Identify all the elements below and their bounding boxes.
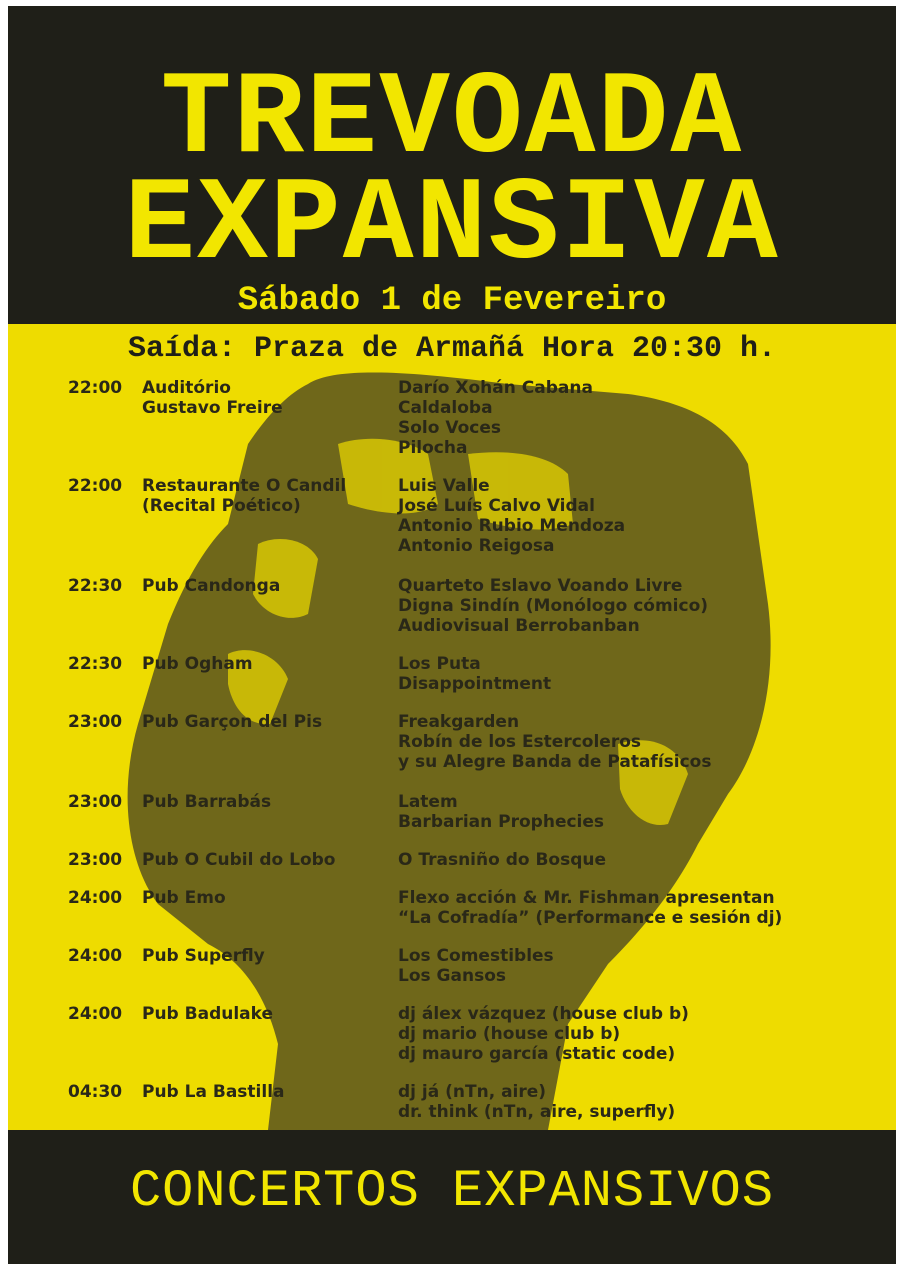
entry-acts xyxy=(398,576,878,636)
act-line: Solo Voces xyxy=(398,418,501,438)
entry-venue xyxy=(142,712,392,732)
entry-acts xyxy=(398,1082,878,1122)
act-line: Antonio Reigosa xyxy=(398,536,555,556)
venue-line: Pub La Bastilla xyxy=(142,1082,285,1102)
entry-venue xyxy=(142,1004,392,1024)
entry-acts xyxy=(398,378,878,458)
act-line: “La Cofradía” (Performance e sesión dj) xyxy=(398,908,783,928)
poster-title-line-2: EXPANSIVA xyxy=(124,160,780,293)
venue-line: Restaurante O Candil xyxy=(142,476,347,496)
schedule-panel xyxy=(8,324,896,1130)
act-line: dr. think (nTn, aire, superfly) xyxy=(398,1102,676,1122)
entry-venue xyxy=(142,476,392,516)
act-line: dj álex vázquez (house club b) xyxy=(398,1004,689,1024)
entry-time: 23:00 xyxy=(68,850,123,870)
entry-venue xyxy=(142,792,392,812)
act-line: y su Alegre Banda de Patafísicos xyxy=(398,752,712,772)
entry-venue xyxy=(142,850,392,870)
entry-time: 04:30 xyxy=(68,1082,123,1102)
entry-time: 24:00 xyxy=(68,888,123,908)
entry-venue xyxy=(142,654,392,674)
entry-venue xyxy=(142,576,392,596)
act-line: Digna Sindín (Monólogo cómico) xyxy=(398,596,709,616)
act-line: Los Puta xyxy=(398,654,481,674)
venue-line: Pub Superfly xyxy=(142,946,265,966)
poster-title-line-1: TREVOADA xyxy=(160,54,744,187)
entry-time: 22:00 xyxy=(68,378,123,398)
act-line: Darío Xohán Cabana xyxy=(398,378,593,398)
poster xyxy=(8,6,896,1264)
entry-acts xyxy=(398,476,878,556)
act-line: José Luís Calvo Vidal xyxy=(398,496,595,516)
act-line: Robín de los Estercoleros xyxy=(398,732,642,752)
act-line: Latem xyxy=(398,792,458,812)
venue-line: Pub Badulake xyxy=(142,1004,274,1024)
act-line: Barbarian Prophecies xyxy=(398,812,605,832)
entry-acts xyxy=(398,712,878,772)
act-line: Flexo acción & Mr. Fishman apresentan xyxy=(398,888,775,908)
entry-acts xyxy=(398,946,878,986)
entry-acts xyxy=(398,1004,878,1064)
venue-line: Pub O Cubil do Lobo xyxy=(142,850,336,870)
departure-info: Saída: Praza de Armañá Hora 20:30 h. xyxy=(127,332,777,366)
act-line: dj mauro garcía (static code) xyxy=(398,1044,676,1064)
event-date: Sábado 1 de Fevereiro xyxy=(237,282,667,320)
entry-venue xyxy=(142,888,392,908)
venue-line: Pub Barrabás xyxy=(142,792,272,812)
act-line: O Trasniño do Bosque xyxy=(398,850,607,870)
entry-acts xyxy=(398,850,878,870)
act-line: Caldaloba xyxy=(398,398,493,418)
act-line: Freakgarden xyxy=(398,712,520,732)
entry-time: 24:00 xyxy=(68,946,123,966)
venue-line: Pub Emo xyxy=(142,888,226,908)
entry-acts xyxy=(398,654,878,694)
act-line: Audiovisual Berrobanban xyxy=(398,616,640,636)
entry-time: 22:00 xyxy=(68,476,123,496)
act-line: dj mario (house club b) xyxy=(398,1024,621,1044)
entry-time: 24:00 xyxy=(68,1004,123,1024)
entry-time: 22:30 xyxy=(68,654,123,674)
footer-title: CONCERTOS EXPANSIVOS xyxy=(129,1162,775,1221)
entry-acts xyxy=(398,888,878,928)
entry-venue xyxy=(142,378,392,418)
entry-venue xyxy=(142,1082,392,1102)
venue-line: Pub Candonga xyxy=(142,576,281,596)
entry-time: 22:30 xyxy=(68,576,123,596)
act-line: dj já (nTn, aire) xyxy=(398,1082,547,1102)
entry-venue xyxy=(142,946,392,966)
entry-time: 23:00 xyxy=(68,792,123,812)
entry-time: 23:00 xyxy=(68,712,123,732)
footer-band xyxy=(8,1130,896,1264)
venue-line: Pub Garçon del Pis xyxy=(142,712,323,732)
act-line: Luis Valle xyxy=(398,476,490,496)
act-line: Pilocha xyxy=(398,438,468,458)
venue-line: Auditório xyxy=(142,378,231,398)
act-line: Quarteto Eslavo Voando Livre xyxy=(398,576,683,596)
act-line: Antonio Rubio Mendoza xyxy=(398,516,626,536)
venue-line: (Recital Poético) xyxy=(142,496,301,516)
entry-acts xyxy=(398,792,878,832)
venue-line: Gustavo Freire xyxy=(142,398,283,418)
act-line: Los Gansos xyxy=(398,966,506,986)
act-line: Disappointment xyxy=(398,674,552,694)
venue-line: Pub Ogham xyxy=(142,654,253,674)
act-line: Los Comestibles xyxy=(398,946,554,966)
